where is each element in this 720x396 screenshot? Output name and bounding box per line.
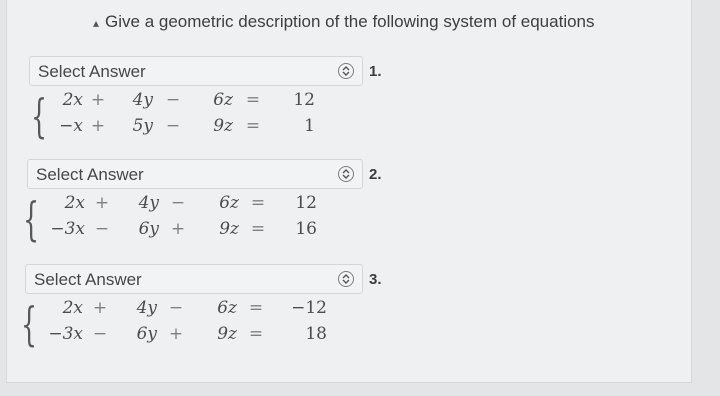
term: 6z xyxy=(213,90,233,110)
operator: − xyxy=(170,193,186,213)
equals-sign: = xyxy=(248,324,264,344)
term: 2x xyxy=(64,193,85,213)
equation-system-3 xyxy=(21,298,351,354)
left-brace-icon: { xyxy=(21,297,38,351)
operator: − xyxy=(165,116,181,136)
term: 4y xyxy=(138,193,159,213)
term: 2x xyxy=(62,298,83,318)
answer-select-1[interactable] xyxy=(29,56,363,86)
term: 9z xyxy=(213,116,233,136)
left-brace-icon: { xyxy=(23,192,40,246)
operator: + xyxy=(92,298,108,318)
constant: −12 xyxy=(291,298,327,318)
constant: 12 xyxy=(293,90,315,110)
constant: 16 xyxy=(295,219,317,239)
operator: + xyxy=(170,219,186,239)
term: 9z xyxy=(217,324,237,344)
equation-system-1 xyxy=(31,90,351,146)
select-label-3: Select Answer xyxy=(34,270,142,289)
operator: + xyxy=(90,90,106,110)
equations-1 xyxy=(47,90,315,136)
item-number-1: 1. xyxy=(369,63,382,80)
term: −3x xyxy=(48,324,83,344)
term: 4y xyxy=(132,90,153,110)
term: 6z xyxy=(219,193,239,213)
operator: + xyxy=(90,116,106,136)
operator: − xyxy=(92,324,108,344)
answer-select-2[interactable] xyxy=(27,159,363,189)
term: 6y xyxy=(136,324,157,344)
question-panel xyxy=(6,0,692,383)
equals-sign: = xyxy=(248,298,264,318)
item-number-3: 3. xyxy=(369,271,382,288)
equation-system-2 xyxy=(23,193,353,249)
term: 2x xyxy=(62,90,83,110)
term: 4y xyxy=(136,298,157,318)
operator: − xyxy=(94,219,110,239)
equals-sign: = xyxy=(245,116,261,136)
constant: 18 xyxy=(305,324,327,344)
term: −x xyxy=(59,116,83,136)
bullet-icon: ▴ xyxy=(93,16,100,30)
answer-select-3[interactable] xyxy=(25,264,363,294)
select-label-2: Select Answer xyxy=(36,165,144,184)
left-brace-icon: { xyxy=(31,89,48,143)
operator: + xyxy=(168,324,184,344)
equations-2 xyxy=(39,193,317,239)
operator: + xyxy=(94,193,110,213)
equals-sign: = xyxy=(250,219,266,239)
operator: − xyxy=(165,90,181,110)
equals-sign: = xyxy=(245,90,261,110)
term: 5y xyxy=(132,116,153,136)
chevron-up-down-icon xyxy=(338,166,354,182)
term: 6y xyxy=(138,219,159,239)
question-text: Give a geometric description of the following system of equations xyxy=(105,12,595,31)
term: 9z xyxy=(219,219,239,239)
equations-3 xyxy=(37,298,327,344)
select-label-1: Select Answer xyxy=(38,62,146,81)
operator: − xyxy=(168,298,184,318)
constant: 1 xyxy=(304,116,315,136)
term: 6z xyxy=(217,298,237,318)
equals-sign: = xyxy=(250,193,266,213)
chevron-up-down-icon xyxy=(338,271,354,287)
question-title xyxy=(93,12,595,32)
item-number-2: 2. xyxy=(369,166,382,183)
constant: 12 xyxy=(295,193,317,213)
chevron-up-down-icon xyxy=(338,63,354,79)
term: −3x xyxy=(50,219,85,239)
